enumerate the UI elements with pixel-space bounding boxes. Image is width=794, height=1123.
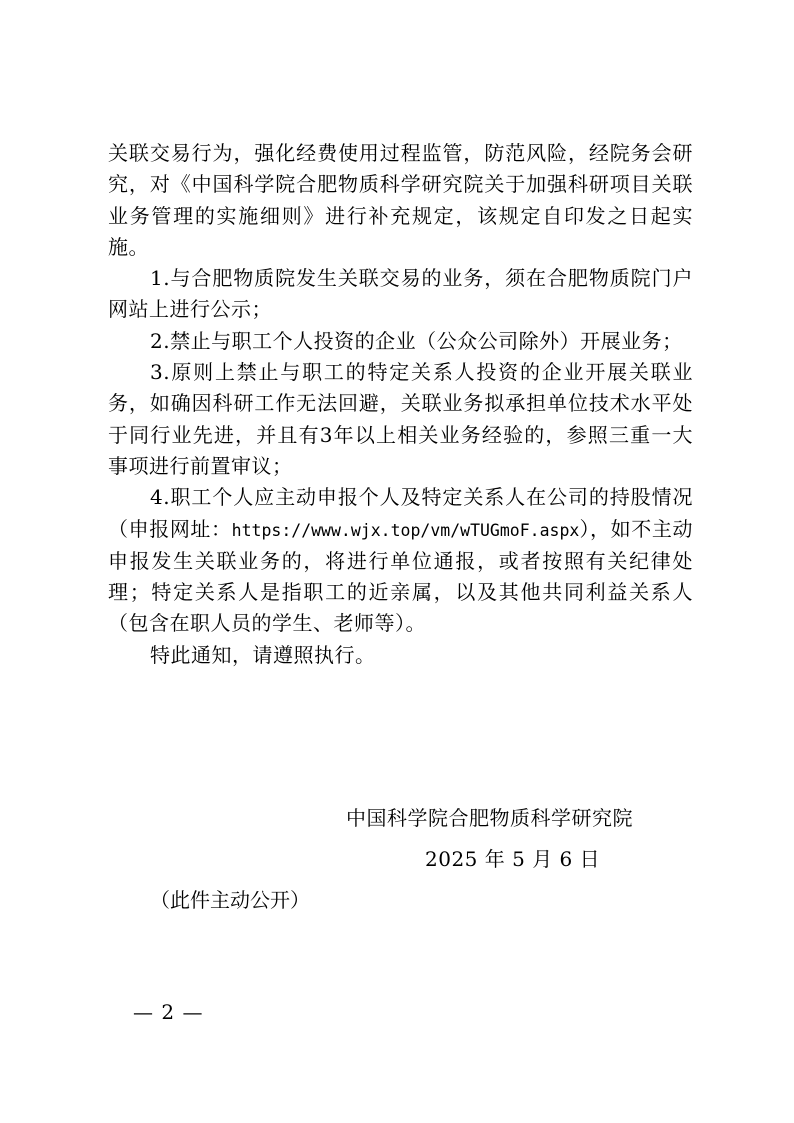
document-body [108, 138, 693, 671]
signature-date: 2025 年 5 月 6 日 [425, 847, 601, 871]
disclosure-note: （此件主动公开） [150, 888, 310, 912]
item-4-text-end: ），如不主动申报发生关联业务的，将进行单位通报，或者按照有关纪律处理；特定关系人是指职工的近亲属，以及其他共同利益关系人（包含在职人员的学生、老师等）。 [108, 516, 693, 636]
item-4-paragraph [108, 482, 693, 639]
item-3-paragraph: 3.原则上禁止与职工的特定关系人投资的企业开展关联业务，如确因科研工作无法回避，关联业务拟承担单位技术水平处于同行业先进，并且有3年以上相关业务经验的，参照三重一大事项进行前置审议； [108, 360, 693, 478]
item-4-text-start: 4.职工个人应主动申报个人及特定关系人在公司的持股情况（申报网址： [108, 485, 693, 541]
signature-organization: 中国科学院合肥物质科学研究院 [346, 806, 633, 830]
intro-paragraph: 关联交易行为，强化经费使用过程监管，防范风险，经院务会研究，对《中国科学院合肥物质科学研究院关于加强科研项目关联业务管理的实施细则》进行补充规定，该规定自印发之日起实施。 [108, 141, 693, 259]
page-number: — 2 — [133, 1000, 204, 1024]
item-1-paragraph: 1.与合肥物质院发生关联交易的业务，须在合肥物质院门户网站上进行公示； [108, 266, 693, 322]
report-url-link[interactable]: https://www.wjx.top/vm/wTUGmoF.aspx [231, 520, 580, 540]
item-2-paragraph: 2.禁止与职工个人投资的企业（公众公司除外）开展业务； [150, 328, 683, 353]
closing-paragraph: 特此通知，请遵照执行。 [150, 642, 376, 667]
